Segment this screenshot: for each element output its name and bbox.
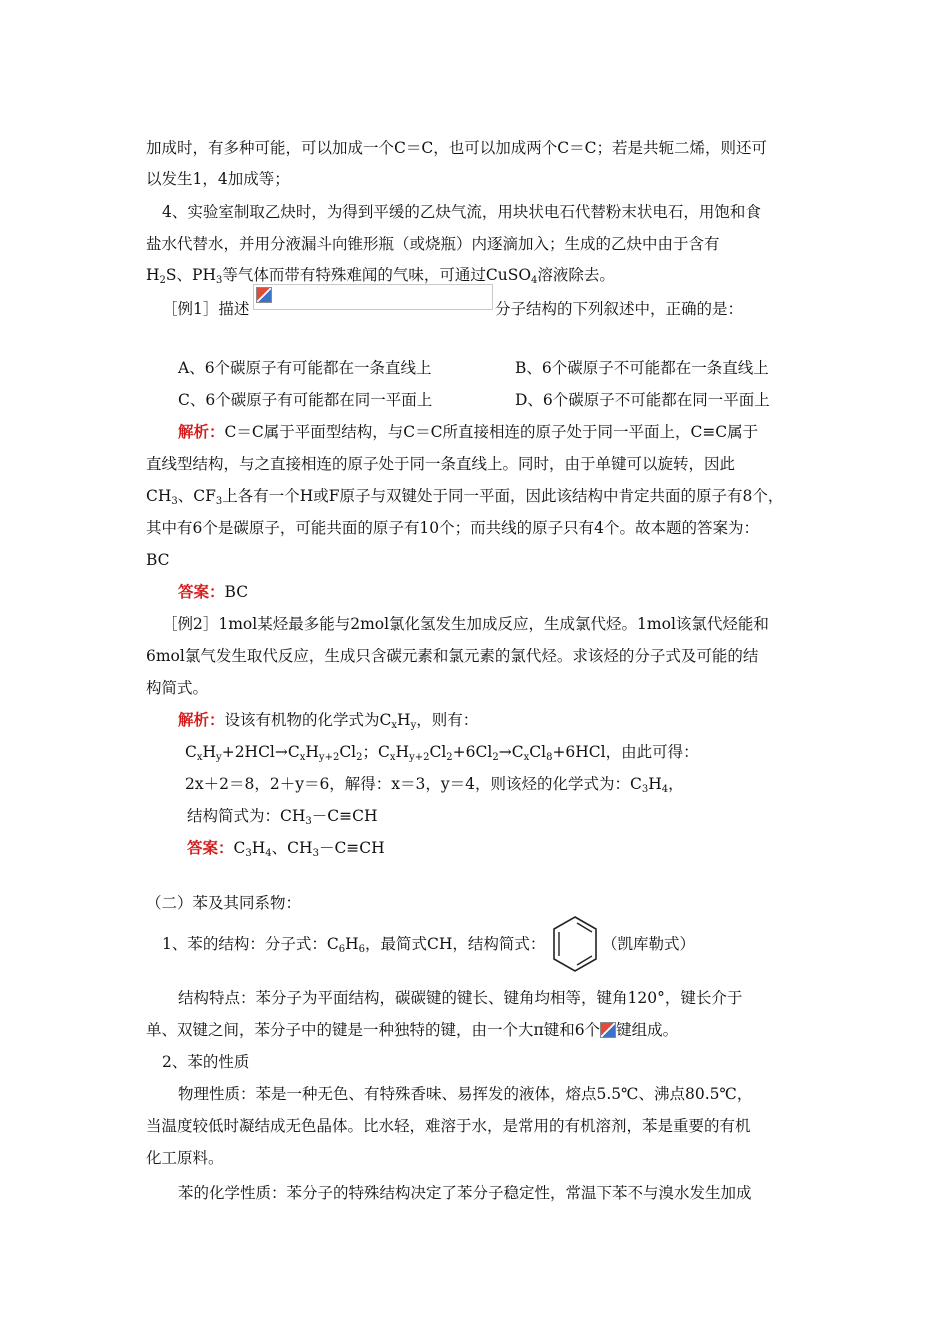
analysis-line	[146, 549, 170, 571]
equation-line	[185, 741, 699, 763]
text: C	[378, 743, 390, 761]
equation-line	[185, 773, 684, 795]
subscript: 2	[492, 752, 499, 763]
text: 物理性质：苯是一种无色、有特殊香味、易挥发的液体，熔点5.5℃、沸点80.5℃，	[178, 1085, 753, 1103]
paragraph-line	[146, 1019, 678, 1041]
text: 2、苯的性质	[162, 1053, 250, 1071]
subscript: 6	[358, 944, 366, 955]
text: +2HCl→	[221, 743, 288, 761]
broken-image-icon	[600, 1022, 616, 1038]
text: C	[511, 743, 524, 761]
option-c	[178, 389, 432, 411]
text: +6Cl	[452, 743, 493, 761]
paragraph-line	[146, 1115, 751, 1137]
subscript: 4	[531, 275, 538, 286]
text: H	[305, 743, 319, 761]
text: 6mol氯气发生取代反应，生成只含碳元素和氯元素的氯代烃。求该烃的分子式及可能的结	[146, 647, 759, 665]
text: H	[395, 743, 410, 761]
subscript: y+2	[409, 752, 430, 763]
text: B、6个碳原子不可能都在一条直线上	[515, 359, 769, 377]
text: BC	[146, 551, 170, 569]
text: Cl	[429, 743, 447, 761]
text: 盐水代替水，并用分液漏斗向锥形瓶（或烧瓶）内逐滴加入；生成的乙炔中由于含有	[146, 235, 720, 253]
paragraph-line	[146, 137, 767, 159]
text: ［例1］描述	[162, 300, 250, 318]
example-1-prompt	[162, 298, 249, 320]
option-a	[178, 357, 432, 379]
text: C＝C属于平面型结构，与C＝C所直接相连的原子处于同一平面上，C≡C属于	[224, 423, 759, 441]
subscript: 3	[215, 496, 223, 507]
analysis-line	[178, 709, 478, 731]
text: 键组成。	[616, 1021, 679, 1039]
analysis-label: 解析：	[178, 422, 225, 441]
text: →	[498, 743, 512, 761]
subscript: 8	[546, 752, 553, 763]
subscript: 6	[338, 944, 346, 955]
text: 分子结构的下列叙述中，正确的是：	[495, 300, 744, 318]
structure-line	[187, 805, 378, 827]
paragraph-line	[146, 1147, 224, 1169]
subscript: y	[216, 752, 222, 763]
option-d	[515, 389, 770, 411]
subscript: x	[299, 752, 306, 763]
text: 加成时，有多种可能，可以加成一个C＝C，也可以加成两个C＝C；若是共轭二烯，则还可	[146, 139, 767, 157]
text: C、6个碳原子有可能都在同一平面上	[178, 391, 433, 409]
text: D、6个碳原子不可能都在同一平面上	[515, 391, 770, 409]
subscript: 2	[356, 752, 363, 763]
text: C	[233, 839, 246, 857]
subscript: 3	[305, 816, 312, 827]
answer-line	[187, 837, 385, 859]
subscript: 2	[446, 752, 453, 763]
text: H	[146, 266, 160, 284]
analysis-line	[146, 453, 735, 475]
text: －C≡CH	[311, 807, 378, 825]
text: 当温度较低时凝结成无色晶体。比水轻，难溶于水，是常用的有机溶剂，苯是重要的有机	[146, 1117, 751, 1135]
text: ，则有：	[416, 711, 479, 729]
subscript: 3	[245, 848, 252, 859]
broken-image-icon	[256, 287, 272, 303]
text: －C≡CH	[318, 839, 385, 857]
text: 4、实验室制取乙炔时，为得到平缓的乙炔气流，用块状电石代替粉末状电石，用饱和食	[162, 203, 761, 221]
paragraph-line	[162, 201, 761, 223]
text: H	[345, 935, 359, 953]
subscript: x	[389, 752, 396, 763]
text: 、CH	[271, 839, 313, 857]
subscript: x	[196, 752, 203, 763]
text: H	[251, 839, 266, 857]
text: 溶液除去。	[537, 266, 615, 284]
subscript: x	[391, 720, 398, 731]
subscript: y	[410, 720, 417, 731]
molecule-image-frame	[253, 284, 493, 310]
subscript: 4	[661, 784, 669, 795]
text: （二）苯及其同系物：	[146, 894, 302, 912]
text: C	[185, 743, 197, 761]
answer-label: 答案：	[178, 582, 225, 601]
example-2-line	[146, 677, 208, 699]
answer-line	[178, 581, 248, 603]
subscript: x	[523, 752, 530, 763]
text: CH	[146, 487, 172, 505]
example-2-line	[146, 645, 758, 667]
kekule-label	[602, 933, 695, 955]
text: 以发生1，4加成等；	[146, 170, 290, 188]
text: 化工原料。	[146, 1149, 224, 1167]
subscript: 3	[641, 784, 649, 795]
text: ，最简式CH，结构简式：	[365, 935, 546, 953]
paragraph-line	[146, 233, 720, 255]
paragraph-line	[178, 1083, 752, 1105]
example-2-line	[162, 613, 769, 635]
text: 设该有机物的化学式为C	[224, 711, 392, 729]
subscript: 3	[171, 496, 178, 507]
paragraph-line	[146, 264, 615, 286]
text: ［例2］1mol某烃最多能与2mol氯化氢发生加成反应，生成氯代烃。1mol该氯代烃能和	[162, 615, 769, 633]
text: ，	[668, 775, 684, 793]
analysis-line	[146, 517, 759, 539]
benzene-kekule-structure-icon	[550, 914, 600, 974]
text: 结构简式为：CH	[187, 807, 306, 825]
text: 等气体而带有特殊难闻的气味，可通过CuSO	[222, 266, 532, 284]
text: H	[202, 743, 217, 761]
answer-label: 答案：	[187, 838, 234, 857]
subscript: 3	[312, 848, 319, 859]
subscript: y+2	[318, 752, 340, 763]
subheading	[162, 1051, 249, 1073]
text: H	[648, 775, 662, 793]
text: 直线型结构，与之直接相连的原子处于同一条直线上。同时，由于单键可以旋转，因此	[146, 455, 736, 473]
analysis-line	[178, 421, 758, 443]
text: H	[397, 711, 411, 729]
text: 上各有一个H或F原子与双键处于同一平面，因此该结构中肯定共面的原子有8个，	[222, 487, 784, 505]
section-heading	[146, 892, 301, 914]
text: 结构特点：苯分子为平面结构，碳碳键的键长、键角均相等，键角120°，键长介于	[178, 989, 743, 1007]
text: （凯库勒式）	[602, 935, 696, 953]
text: 、CF	[177, 487, 216, 505]
subscript: 3	[215, 275, 223, 286]
text: ；	[362, 743, 379, 761]
analysis-label: 解析：	[178, 710, 225, 729]
text: 构简式。	[146, 679, 209, 697]
option-b	[515, 357, 769, 379]
example-1-suffix	[495, 298, 743, 320]
text: A、6个碳原子有可能都在一条直线上	[178, 359, 432, 377]
text: 其中有6个是碳原子，可能共面的原子有10个；而共线的原子只有4个。故本题的答案为：	[146, 519, 759, 537]
text: 单、双键之间，苯分子中的键是一种独特的键，由一个大π键和6个	[146, 1021, 601, 1039]
paragraph-line	[178, 987, 742, 1009]
paragraph-line	[146, 168, 290, 190]
text: +6HCl，由此可得：	[552, 743, 699, 761]
text: 苯的化学性质：苯分子的特殊结构决定了苯分子稳定性，常温下苯不与溴水发生加成	[178, 1184, 752, 1202]
text: C	[287, 743, 300, 761]
text: 1、苯的结构：分子式：C	[162, 935, 339, 953]
benzene-structure-line	[162, 933, 545, 955]
paragraph-line	[178, 1182, 752, 1204]
text: S、PH	[165, 266, 216, 284]
text: Cl	[529, 743, 547, 761]
subscript: 2	[159, 275, 166, 286]
subscript: 4	[265, 848, 272, 859]
text: 2x＋2＝8，2＋y＝6，解得：x＝3，y＝4，则该烃的化学式为：C	[185, 775, 642, 793]
analysis-line	[146, 485, 783, 507]
text: Cl	[339, 743, 357, 761]
text: BC	[224, 583, 249, 601]
